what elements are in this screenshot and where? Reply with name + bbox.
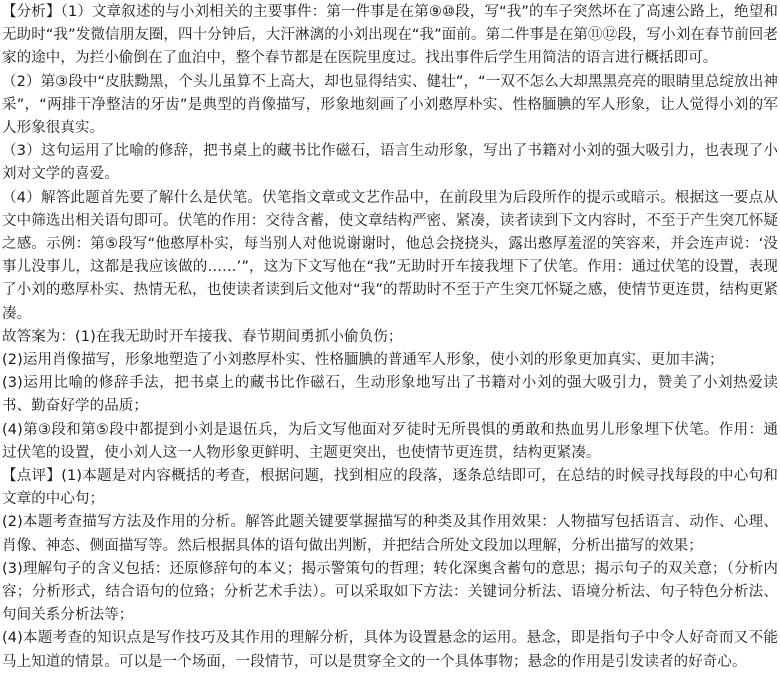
analysis-paragraph-3: （3）这句运用了比喻的修辞，把书桌上的藏书比作磁石，语言生动形象，写出了书籍对小刘的强大吸引力，也表现了小刘对文学的喜爱。 [2, 143, 778, 183]
analysis-text-1: （1）文章叙述的与小刘相关的主要事件：第一件事是在第⑨⑩段，写“我”的车子突然坏在了高速公路上，绝望和无助时“我”发微信朋友圈，四十分钟后，大汗淋漓的小刘出现在“我”面前。第二件事是在第⑪⑫段，写小刘在春节前回老家的途中，为拦小偷倒在了血泊中，整个春节都是在医院里度过。找出事件后学生用简洁的语言进行概括即可。 [2, 4, 779, 67]
analysis-paragraph-4: （4）解答此题首先要了解什么是伏笔。伏笔指文章或文艺作品中，在前段里为后段所作的提示或暗示。根据这一要点从文中筛选出相关语句即可。伏笔的作用：交待含蓄，使文章结构严密、紧凑，读者读到下文内容时，不至于产生突兀怀疑之感。示例：第⑤段写“他憨厚朴实，每当别人对他说谢谢时，他总会挠挠头，露出憨厚羞涩的笑容来，并会连声说：‘没事儿没事儿，这都是我应该做的……’”，这为下文写他在“我”无助时开车接我埋下了伏笔。作用：通过伏笔的设置，表现了小刘的憨厚朴实、热情无私，也使读者读到后文他对“我”的帮助时不至于产生突兀怀疑之感，使情节更连贯，结构更紧凑。 [2, 189, 778, 322]
analysis-paragraph-2: （2）第③段中“皮肤黝黑，个头儿虽算不上高大，却也显得结实、健壮”，“一双不怎么大却黑黑亮亮的眼睛里总绽放出神采”，“两排干净整洁的牙齿”是典型的肖像描写，形象地刻画了小刘憨厚朴实、性格腼腆的军人形象，让人觉得小刘的军人形象很真实。 [2, 73, 778, 137]
comment-paragraph-4: (4)本题考查的知识点是写作技巧及其作用的理解分析，具体为设置悬念的运用。悬念，即是指句子中令人好奇而又不能马上知道的情景。可以是一个场面，一段情节，可以是贯穿全文的一个具体事物；悬念的作用是引发读者的好奇心。 [2, 630, 778, 670]
answer-line-2: (2)运用肖像描写，形象地塑造了小刘憨厚朴实、性格腼腆的普通军人形象，使小刘的形象更加真实、更加丰满； [2, 352, 724, 369]
answer-line-3: (3)运用比喻的修辞手法，把书桌上的藏书比作磁石，生动形象地写出了书籍对小刘的强大吸引力，赞美了小刘热爱读书、勤奋好学的品质； [2, 375, 778, 415]
solution-document [2, 1, 778, 674]
answer-line-4: (4)第③段和第⑤段中都提到小刘是退伍兵，为后文写他面对歹徒时无所畏惧的勇敢和热血男儿形象埋下伏笔。作用：通过伏笔的设置，使小刘人这一人物形象更鲜明、主题更突出，也使情节更连贯，结构更紧凑。 [2, 421, 778, 461]
comment-paragraph-1 [2, 465, 778, 511]
comment-text-1: (1)本题是对内容概括的考查，根据问题，找到相应的段落，逐条总结即可，在总结的时候寻找每段的中心句和文章的中心句； [2, 468, 778, 508]
analysis-label: 【分析】 [2, 4, 61, 20]
comment-paragraph-2: (2)本题考查描写方法及作用的分析。解答此题关键要掌握描写的种类及其作用效果：人物描写包括语言、动作、心理、肖像、神态、侧面描写等。然后根据具体的语句做出判断，并把结合所处文段加以理解，分析出描写的效果； [2, 514, 778, 554]
comment-paragraph-3: (3)理解句子的含义包括：还原修辞句的本义；揭示警策句的哲理；转化深奥含蓄句的意思；揭示句子的双关意；（分析内容；分析形式，结合语句的位臵；分析艺术手法）。可以采取如下方法：关键词分析法、语境分析法、句子特色分析法、句间关系分析法等； [2, 560, 778, 624]
analysis-paragraph-1 [2, 1, 778, 71]
answer-line-1: 故答案为：(1)在我无助时开车接我、春节期间勇抓小偷负伤； [2, 328, 403, 345]
comment-label: 【点评】 [2, 468, 62, 485]
